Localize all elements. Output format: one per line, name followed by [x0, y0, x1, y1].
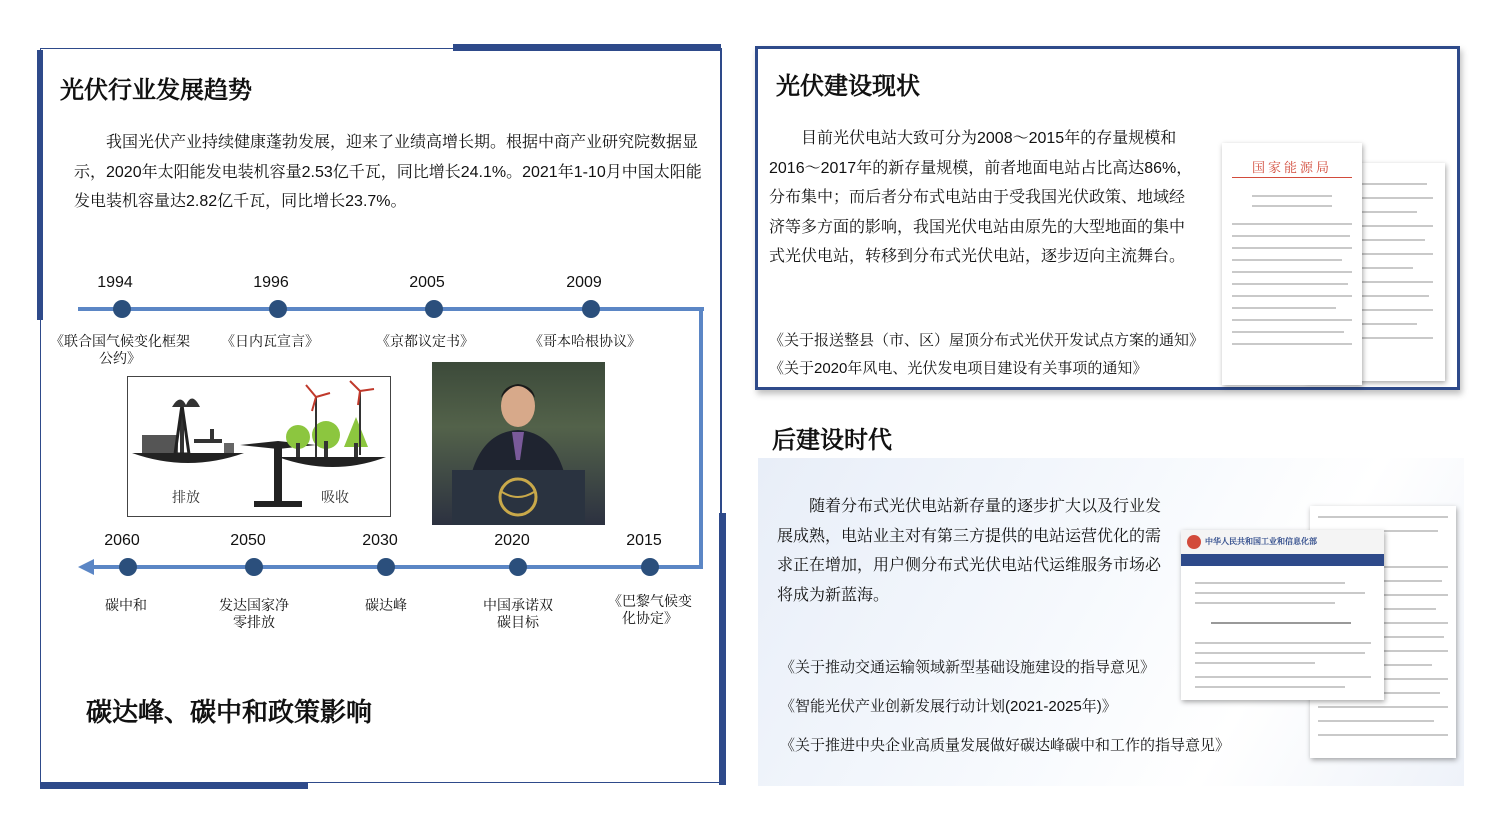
timeline-dot — [509, 558, 527, 576]
scale-label-absorption: 吸收 — [321, 489, 349, 505]
timeline-year: 2050 — [230, 532, 266, 549]
timeline-event: 《巴黎气候变化协定》 — [608, 593, 692, 626]
timeline-event: 《哥本哈根协议》 — [529, 333, 641, 349]
emission-absorption-scale-image — [127, 376, 391, 517]
timeline-bottom-line — [92, 565, 703, 569]
left-panel-side-accent — [37, 50, 43, 320]
timeline-year: 2005 — [409, 274, 445, 291]
policy-doc-link[interactable]: 《关于推动交通运输领域新型基础设施建设的指导意见》 — [780, 659, 1156, 676]
timeline-dot — [425, 300, 443, 318]
timeline-event: 中国承诺双碳目标 — [483, 597, 553, 630]
timeline-year: 1996 — [253, 274, 289, 291]
post-construction-paragraph: 随着分布式光伏电站新存量的逐步扩大以及行业发展成熟，电站业主对有第三方提供的电站运营优化的需求正在增加，用户侧分布式光伏电站代运维服务市场必将成为新蓝海。 — [777, 498, 1162, 604]
timeline-year: 2060 — [104, 532, 140, 549]
timeline-dot — [113, 300, 131, 318]
policy-document-image — [1222, 143, 1362, 385]
timeline-connector — [699, 307, 703, 569]
left-panel-top-accent — [453, 44, 721, 51]
timeline-top-line — [78, 307, 704, 311]
section-title-pv-construction: 光伏建设现状 — [776, 73, 920, 100]
timeline-year: 2015 — [626, 532, 662, 549]
scale-label-emission: 排放 — [172, 489, 200, 505]
section-title-carbon-policy: 碳达峰、碳中和政策影响 — [86, 697, 373, 727]
timeline-event: 《联合国气候变化框架公约》 — [50, 333, 190, 366]
policy-doc-link[interactable]: 《关于2020年风电、光伏发电项目建设有关事项的通知》 — [769, 360, 1148, 377]
policy-doc-link[interactable]: 《关于推进中央企业高质量发展做好碳达峰碳中和工作的指导意见》 — [780, 737, 1231, 754]
national-emblem-icon — [1187, 535, 1201, 549]
left-panel-bottom-accent — [40, 783, 308, 789]
timeline-dot — [377, 558, 395, 576]
timeline-year: 1994 — [97, 274, 133, 291]
left-panel-right-accent — [719, 513, 726, 785]
ministry-header: 中华人民共和国工业和信息化部 — [1205, 537, 1317, 546]
letterhead-national-energy: 国家能源局 — [1251, 160, 1332, 175]
pv-construction-paragraph: 目前光伏电站大致可分为2008～2015年的存量规模和2016～2017年的新存量规模，前者地面电站占比高达86%，分布集中；而后者分布式电站由于受我国光伏政策、地域经济等多方面的影响，我国光伏电站由原先的大型地面的集中式光伏电站，转移到分布式光伏电站，逐步迈向主流舞台。 — [769, 130, 1193, 265]
timeline-dot — [119, 558, 137, 576]
timeline-event: 《日内瓦宣言》 — [221, 333, 319, 349]
timeline-dot — [582, 300, 600, 318]
timeline-event: 发达国家净零排放 — [219, 597, 289, 630]
timeline-event: 《京都议定书》 — [376, 333, 474, 349]
timeline-event: 碳中和 — [105, 597, 147, 613]
timeline-arrow-icon — [78, 559, 94, 575]
pv-trend-paragraph: 我国光伏产业持续健康蓬勃发展，迎来了业绩高增长期。根据中商产业研究院数据显示，2020年太阳能发电装机容量2.53亿千瓦，同比增长24.1%。2021年1-10月中国太阳能发电装机容量达2.82亿千瓦，同比增长23.7%。 — [74, 134, 702, 210]
timeline-event: 碳达峰 — [365, 597, 407, 613]
section-title-post-construction: 后建设时代 — [772, 427, 892, 454]
policy-doc-link[interactable]: 《智能光伏产业创新发展行动计划(2021-2025年)》 — [780, 698, 1117, 715]
timeline-year: 2030 — [362, 532, 398, 549]
speech-photo — [432, 362, 605, 525]
ministry-webpage-image — [1181, 530, 1384, 700]
section-title-pv-trend: 光伏行业发展趋势 — [60, 77, 252, 104]
timeline-dot — [245, 558, 263, 576]
policy-doc-link[interactable]: 《关于报送整县（市、区）屋顶分布式光伏开发试点方案的通知》 — [769, 332, 1205, 349]
timeline-dot — [641, 558, 659, 576]
timeline-year: 2020 — [494, 532, 530, 549]
timeline-dot — [269, 300, 287, 318]
timeline-year: 2009 — [566, 274, 602, 291]
